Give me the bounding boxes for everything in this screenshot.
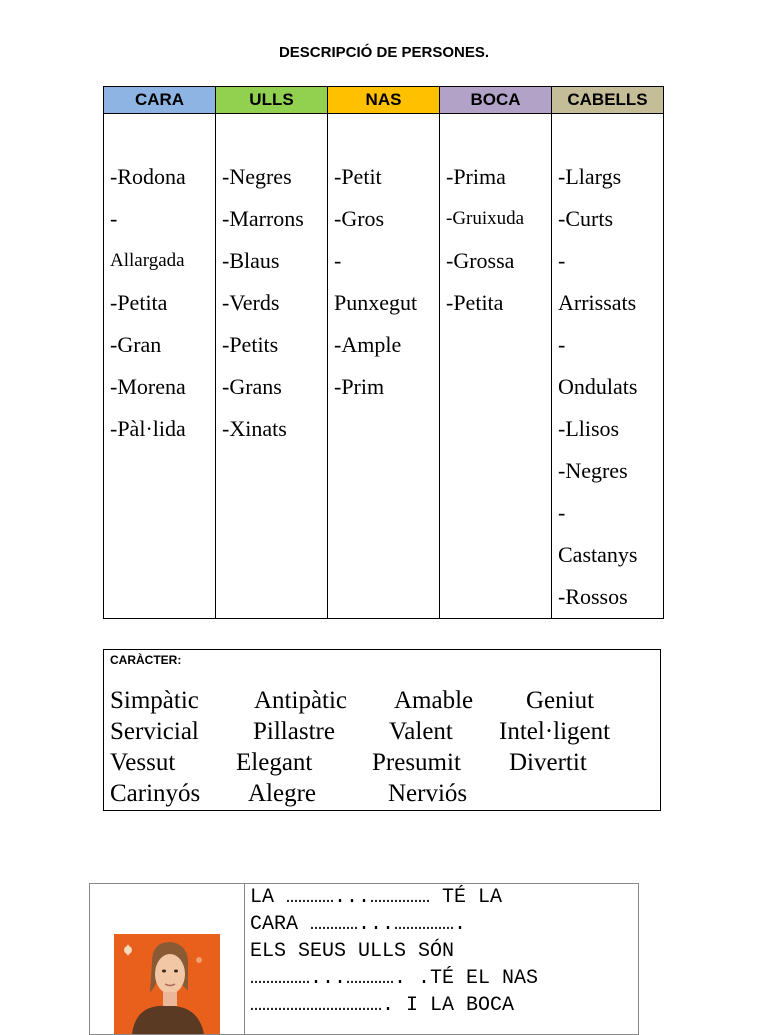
photo-cell	[90, 884, 245, 1034]
list-item: -	[558, 332, 566, 357]
header-row	[104, 87, 664, 114]
trait-word: Antipàtic	[254, 687, 348, 714]
trait-word: Valent	[389, 718, 453, 745]
fill-line: ……………...…………. .TÉ EL NAS	[250, 967, 539, 990]
fill-line: ELS SEUS ULLS SÓN	[250, 940, 455, 963]
list-item: -Negres	[558, 458, 628, 483]
fill-in-text	[250, 884, 636, 1019]
list-item: -Pàl·lida	[110, 416, 186, 441]
list-item: -Blaus	[222, 248, 280, 273]
list-item: -Rodona	[110, 164, 186, 189]
column-nas	[328, 114, 440, 619]
column-cabells	[552, 114, 664, 619]
person-photo	[114, 934, 220, 1034]
content-row	[104, 114, 664, 619]
list-item: Arrissats	[558, 290, 637, 315]
header-cabells: CABELLS	[552, 87, 664, 114]
header-nas: NAS	[328, 87, 440, 114]
list-item: -	[558, 500, 566, 525]
description-table	[103, 86, 664, 619]
list-item: -Prim	[334, 374, 385, 399]
list-item: -Petit	[334, 164, 382, 189]
trait-word: Alegre	[248, 780, 317, 807]
trait-word: Carinyós	[110, 780, 201, 807]
list-item: -Curts	[558, 206, 613, 231]
list-item: -Llargs	[558, 164, 622, 189]
column-cara	[104, 114, 216, 619]
list-item: -Petits	[222, 332, 279, 357]
exercise-table	[89, 883, 639, 1035]
list-item: -Gran	[110, 332, 162, 357]
trait-word: Geniut	[526, 687, 595, 714]
trait-word: Amable	[394, 687, 474, 714]
column-ulls	[216, 114, 328, 619]
character-box	[103, 649, 661, 811]
column-boca	[440, 114, 552, 619]
list-item: -Morena	[110, 374, 186, 399]
header-ulls: ULLS	[216, 87, 328, 114]
list-item: -Petita	[446, 290, 504, 315]
list-item: -Petita	[110, 290, 168, 315]
list-item: -Prima	[446, 164, 506, 189]
fill-line: LA …………...…………… TÉ LA	[250, 886, 503, 909]
character-label: CARÀCTER:	[110, 653, 182, 667]
trait-word: Elegant	[236, 749, 313, 776]
trait-word: Nerviós	[388, 780, 468, 807]
page-title: DESCRIPCIÓ DE PERSONES.	[278, 44, 490, 61]
trait-word: Divertit	[509, 749, 587, 776]
list-item: -Negres	[222, 164, 292, 189]
list-item: -Gruixuda	[446, 208, 525, 229]
list-item: -	[110, 206, 118, 231]
fill-line: CARA …………...…………….	[250, 913, 467, 936]
trait-word: Vessut	[110, 749, 176, 776]
list-item: -Gros	[334, 206, 385, 231]
list-item: -Rossos	[558, 584, 628, 609]
fill-line: ……………………………. I LA BOCA	[250, 994, 515, 1017]
list-item: -Verds	[222, 290, 280, 315]
trait-word: Pillastre	[253, 718, 335, 745]
trait-word: Presumit	[372, 749, 461, 776]
header-boca: BOCA	[440, 87, 552, 114]
list-item: Ondulats	[558, 374, 638, 399]
list-item: -Llisos	[558, 416, 620, 441]
person-photo-graphic	[114, 934, 220, 1034]
list-item: Castanys	[558, 542, 638, 567]
list-item: Punxegut	[334, 290, 418, 315]
list-item: -Xinats	[222, 416, 287, 441]
list-item: -	[334, 248, 342, 273]
trait-word: Intel·ligent	[499, 718, 611, 745]
list-item: -Ample	[334, 332, 402, 357]
list-item: -Marrons	[222, 206, 304, 231]
list-item: -Grossa	[446, 248, 515, 273]
trait-word: Simpàtic	[110, 687, 199, 714]
list-item: -	[558, 248, 566, 273]
list-item: Allargada	[110, 250, 185, 271]
header-cara: CARA	[104, 87, 216, 114]
trait-word: Servicial	[110, 718, 199, 745]
list-item: -Grans	[222, 374, 282, 399]
